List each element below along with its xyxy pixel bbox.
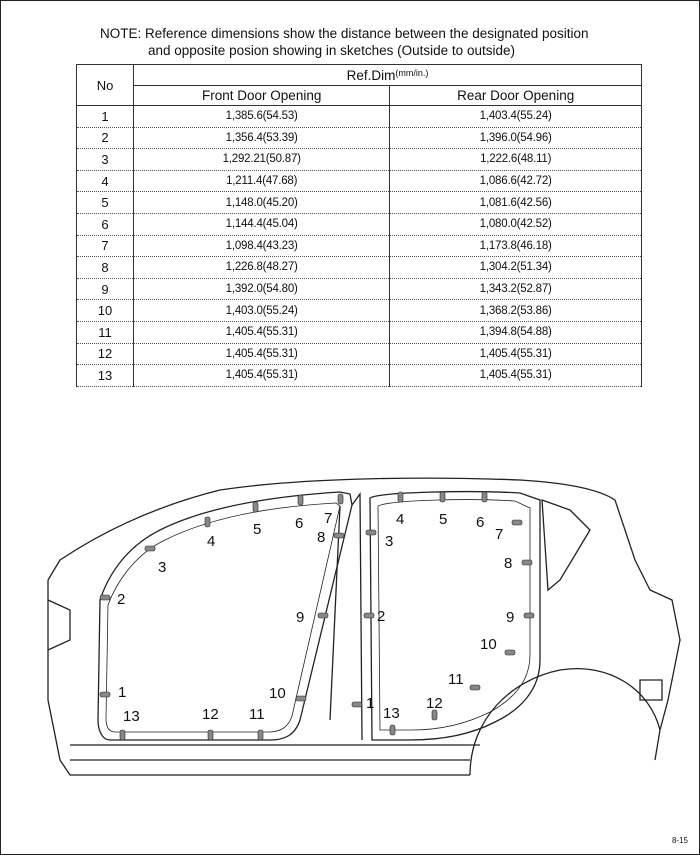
body-outline	[48, 478, 680, 775]
ref-dim-label: Ref.Dim	[346, 67, 396, 83]
cell-front: 1,405.4(55.31)	[134, 365, 390, 387]
cell-front: 1,211.4(47.68)	[134, 170, 390, 192]
front-callout-2: 2	[117, 591, 126, 608]
table-row	[77, 278, 642, 300]
front-callout-7: 7	[324, 510, 333, 527]
front-callout-8: 8	[317, 529, 326, 546]
cell-rear: 1,403.4(55.24)	[390, 106, 642, 128]
note-line-1: NOTE: Reference dimensions show the distance between the designated position	[100, 26, 589, 41]
reference-dimension-table	[76, 64, 642, 387]
cell-front: 1,405.4(55.31)	[134, 321, 390, 343]
rear-callout-10: 10	[480, 636, 497, 653]
cell-rear: 1,086.6(42.72)	[390, 170, 642, 192]
cell-no: 11	[77, 321, 134, 343]
table-row	[77, 257, 642, 279]
body-side-diagram	[0, 470, 700, 800]
cell-rear: 1,080.0(42.52)	[390, 213, 642, 235]
front-callout-5: 5	[253, 521, 262, 538]
cell-front: 1,385.6(54.53)	[134, 106, 390, 128]
column-header-rear: Rear Door Opening	[390, 86, 642, 106]
cell-rear: 1,368.2(53.86)	[390, 300, 642, 322]
rear-callout-4: 4	[396, 511, 405, 528]
cell-rear: 1,304.2(51.34)	[390, 257, 642, 279]
cell-front: 1,292.21(50.87)	[134, 149, 390, 171]
cell-front: 1,148.0(45.20)	[134, 192, 390, 214]
reference-note	[100, 25, 620, 59]
table-row	[77, 321, 642, 343]
rear-callout-1: 1	[366, 695, 375, 712]
front-callout-10: 10	[269, 685, 286, 702]
table-row	[77, 106, 642, 128]
table-row	[77, 343, 642, 365]
cell-rear: 1,222.6(48.11)	[390, 149, 642, 171]
rear-callout-9: 9	[506, 609, 515, 626]
front-measure-marks	[100, 494, 344, 740]
cell-front: 1,392.0(54.80)	[134, 278, 390, 300]
cell-front: 1,405.4(55.31)	[134, 343, 390, 365]
table-row	[77, 192, 642, 214]
cell-no: 3	[77, 149, 134, 171]
cell-no: 9	[77, 278, 134, 300]
cell-front: 1,226.8(48.27)	[134, 257, 390, 279]
cell-no: 8	[77, 257, 134, 279]
table-row	[77, 235, 642, 257]
table-row	[77, 170, 642, 192]
cell-no: 13	[77, 365, 134, 387]
rear-callout-12: 12	[426, 695, 443, 712]
cell-no: 12	[77, 343, 134, 365]
rear-callout-8: 8	[504, 555, 513, 572]
rear-callout-7: 7	[495, 526, 504, 543]
front-callout-4: 4	[207, 533, 216, 550]
front-callouts	[117, 510, 332, 725]
cell-front: 1,098.4(43.23)	[134, 235, 390, 257]
cell-rear: 1,173.8(46.18)	[390, 235, 642, 257]
ref-dim-unit: (mm/in.)	[395, 67, 429, 78]
table-row	[77, 149, 642, 171]
rear-callout-2: 2	[377, 608, 386, 625]
table-row	[77, 213, 642, 235]
column-header-ref-dim	[134, 65, 642, 86]
cell-rear: 1,081.6(42.56)	[390, 192, 642, 214]
cell-no: 2	[77, 127, 134, 149]
table-row	[77, 365, 642, 387]
front-callout-6: 6	[295, 515, 304, 532]
cell-no: 6	[77, 213, 134, 235]
cell-rear: 1,343.2(52.87)	[390, 278, 642, 300]
rear-callout-11: 11	[448, 671, 464, 688]
column-header-no: No	[77, 65, 134, 106]
cell-no: 5	[77, 192, 134, 214]
front-callout-9: 9	[296, 609, 305, 626]
cell-no: 7	[77, 235, 134, 257]
rear-callout-6: 6	[476, 514, 485, 531]
table-row	[77, 127, 642, 149]
cell-no: 4	[77, 170, 134, 192]
note-line-2: and opposite posion showing in sketches (Outside to outside)	[148, 43, 515, 58]
front-callout-3: 3	[158, 559, 167, 576]
front-callout-13: 13	[123, 708, 140, 725]
page-number: 8-15	[671, 836, 688, 845]
column-header-front: Front Door Opening	[134, 86, 390, 106]
table-row	[77, 300, 642, 322]
rear-callouts	[366, 511, 514, 722]
cell-no: 1	[77, 106, 134, 128]
cell-rear: 1,396.0(54.96)	[390, 127, 642, 149]
cell-rear: 1,405.4(55.31)	[390, 343, 642, 365]
cell-rear: 1,405.4(55.31)	[390, 365, 642, 387]
cell-front: 1,144.4(45.04)	[134, 213, 390, 235]
cell-front: 1,403.0(55.24)	[134, 300, 390, 322]
front-callout-12: 12	[202, 706, 219, 723]
rear-callout-13: 13	[383, 705, 400, 722]
front-callout-11: 11	[249, 706, 265, 723]
rear-callout-3: 3	[385, 533, 394, 550]
cell-front: 1,356.4(53.39)	[134, 127, 390, 149]
cell-rear: 1,394.8(54.88)	[390, 321, 642, 343]
front-callout-1: 1	[118, 684, 127, 701]
rear-callout-5: 5	[439, 511, 448, 528]
cell-no: 10	[77, 300, 134, 322]
